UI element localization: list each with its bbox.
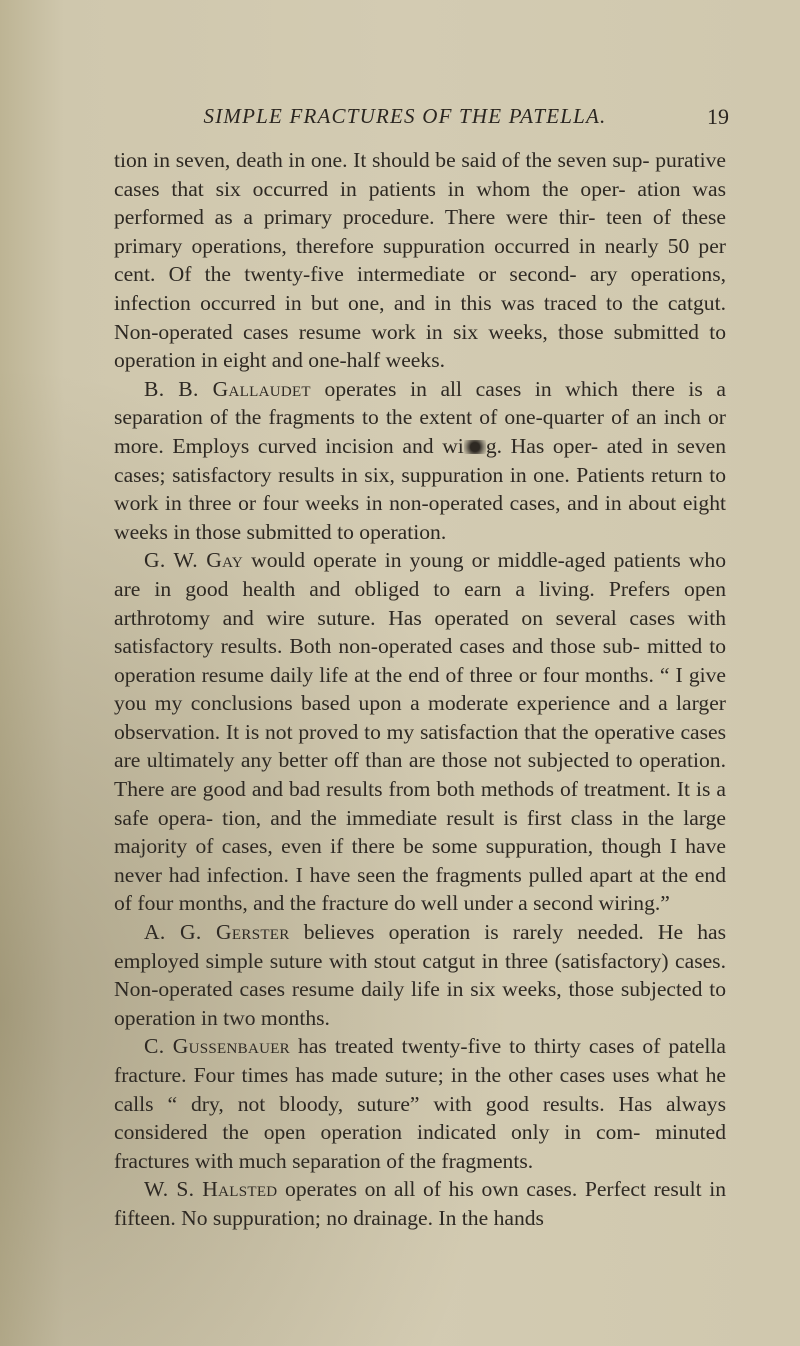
author-name: G. W. Gay — [144, 548, 244, 573]
running-title: SIMPLE FRACTURES OF THE PATELLA. — [203, 104, 607, 128]
paragraph-text: would operate in young or middle-aged patients who are in good health and obliged to earn a living. Prefers open arthrotomy and wire suture. Has operated on several cases with satisfactory results. Both non-operated cases and those sub- mitted to operation resume daily life at the end of three or four months. “ I give you my conclusions based upon a moderate experience and a larger observation. It is not proved to my satisfaction that the operative cases are ultimately any better off than are those not subjected to operation. There are good and bad results from both methods of treatment. It is a safe opera- tion, and the immediate result is first class in the large majority of cases, even if there be some suppuration, though I have never had infection. I have seen the fragments pulled apart at the end of four months, and the fracture do well under a second wiring.” — [114, 548, 726, 916]
author-name: A. G. Gerster — [144, 920, 290, 945]
paragraph-text: g. Has oper- ated in seven cases; satisfactory results in six, suppuration in one. Patients return to work in three or four weeks in non-operated cases, and in about eight weeks in those submitted to operation. — [114, 433, 726, 544]
paragraph-text: has treated twenty-five to thirty cases of patella fracture. Four times has made suture; in the other cases uses what he calls “ dry, not bloody, suture” with good results. Has always considered the open operation indicated only in com- minuted fractures with much separation of the fragments. — [114, 1034, 727, 1173]
paragraph-halsted — [114, 1175, 726, 1232]
paragraph-gallaudet — [114, 375, 726, 547]
page-number: 19 — [707, 104, 729, 129]
paragraph-text: operates on all of his own cases. Perfect result in fifteen. No suppuration; no drainage. In the hands — [114, 1177, 726, 1230]
ink-blot — [464, 440, 486, 454]
paragraph-continuation: tion in seven, death in one. It should be said of the seven sup- purative cases that six occurred in patients in whom the oper- ation was performed as a primary procedure. There were thir- teen of these primary operations, therefore suppuration occurred in nearly 50 per cent. Of the twenty-five intermediate or second- ary operations, infection occurred in but one, and in this was traced to the catgut. Non-operated cases resume work in six weeks, those submitted to operation in eight and one-half weeks. — [114, 148, 726, 373]
author-name: C. Gussenbauer — [144, 1034, 290, 1059]
paragraph-gay — [114, 546, 726, 918]
paragraph-text: operates in all cases in which there is a separation of the fragments to the extent of one-quarter of an inch or more. Employs curved incision and wi — [114, 376, 726, 458]
author-name: W. S. Halsted — [144, 1177, 278, 1202]
body-text — [114, 146, 726, 1233]
paragraph-text: believes operation is rarely needed. He has employed simple suture with stout catgut in three (satisfactory) cases. Non-operated cases resume daily life in six weeks, those subjected to operation in two months. — [114, 920, 726, 1030]
paragraph-gerster — [114, 918, 726, 1032]
author-name: B. B. Gallaudet — [144, 376, 311, 401]
paragraph-gussenbauer — [114, 1032, 726, 1175]
